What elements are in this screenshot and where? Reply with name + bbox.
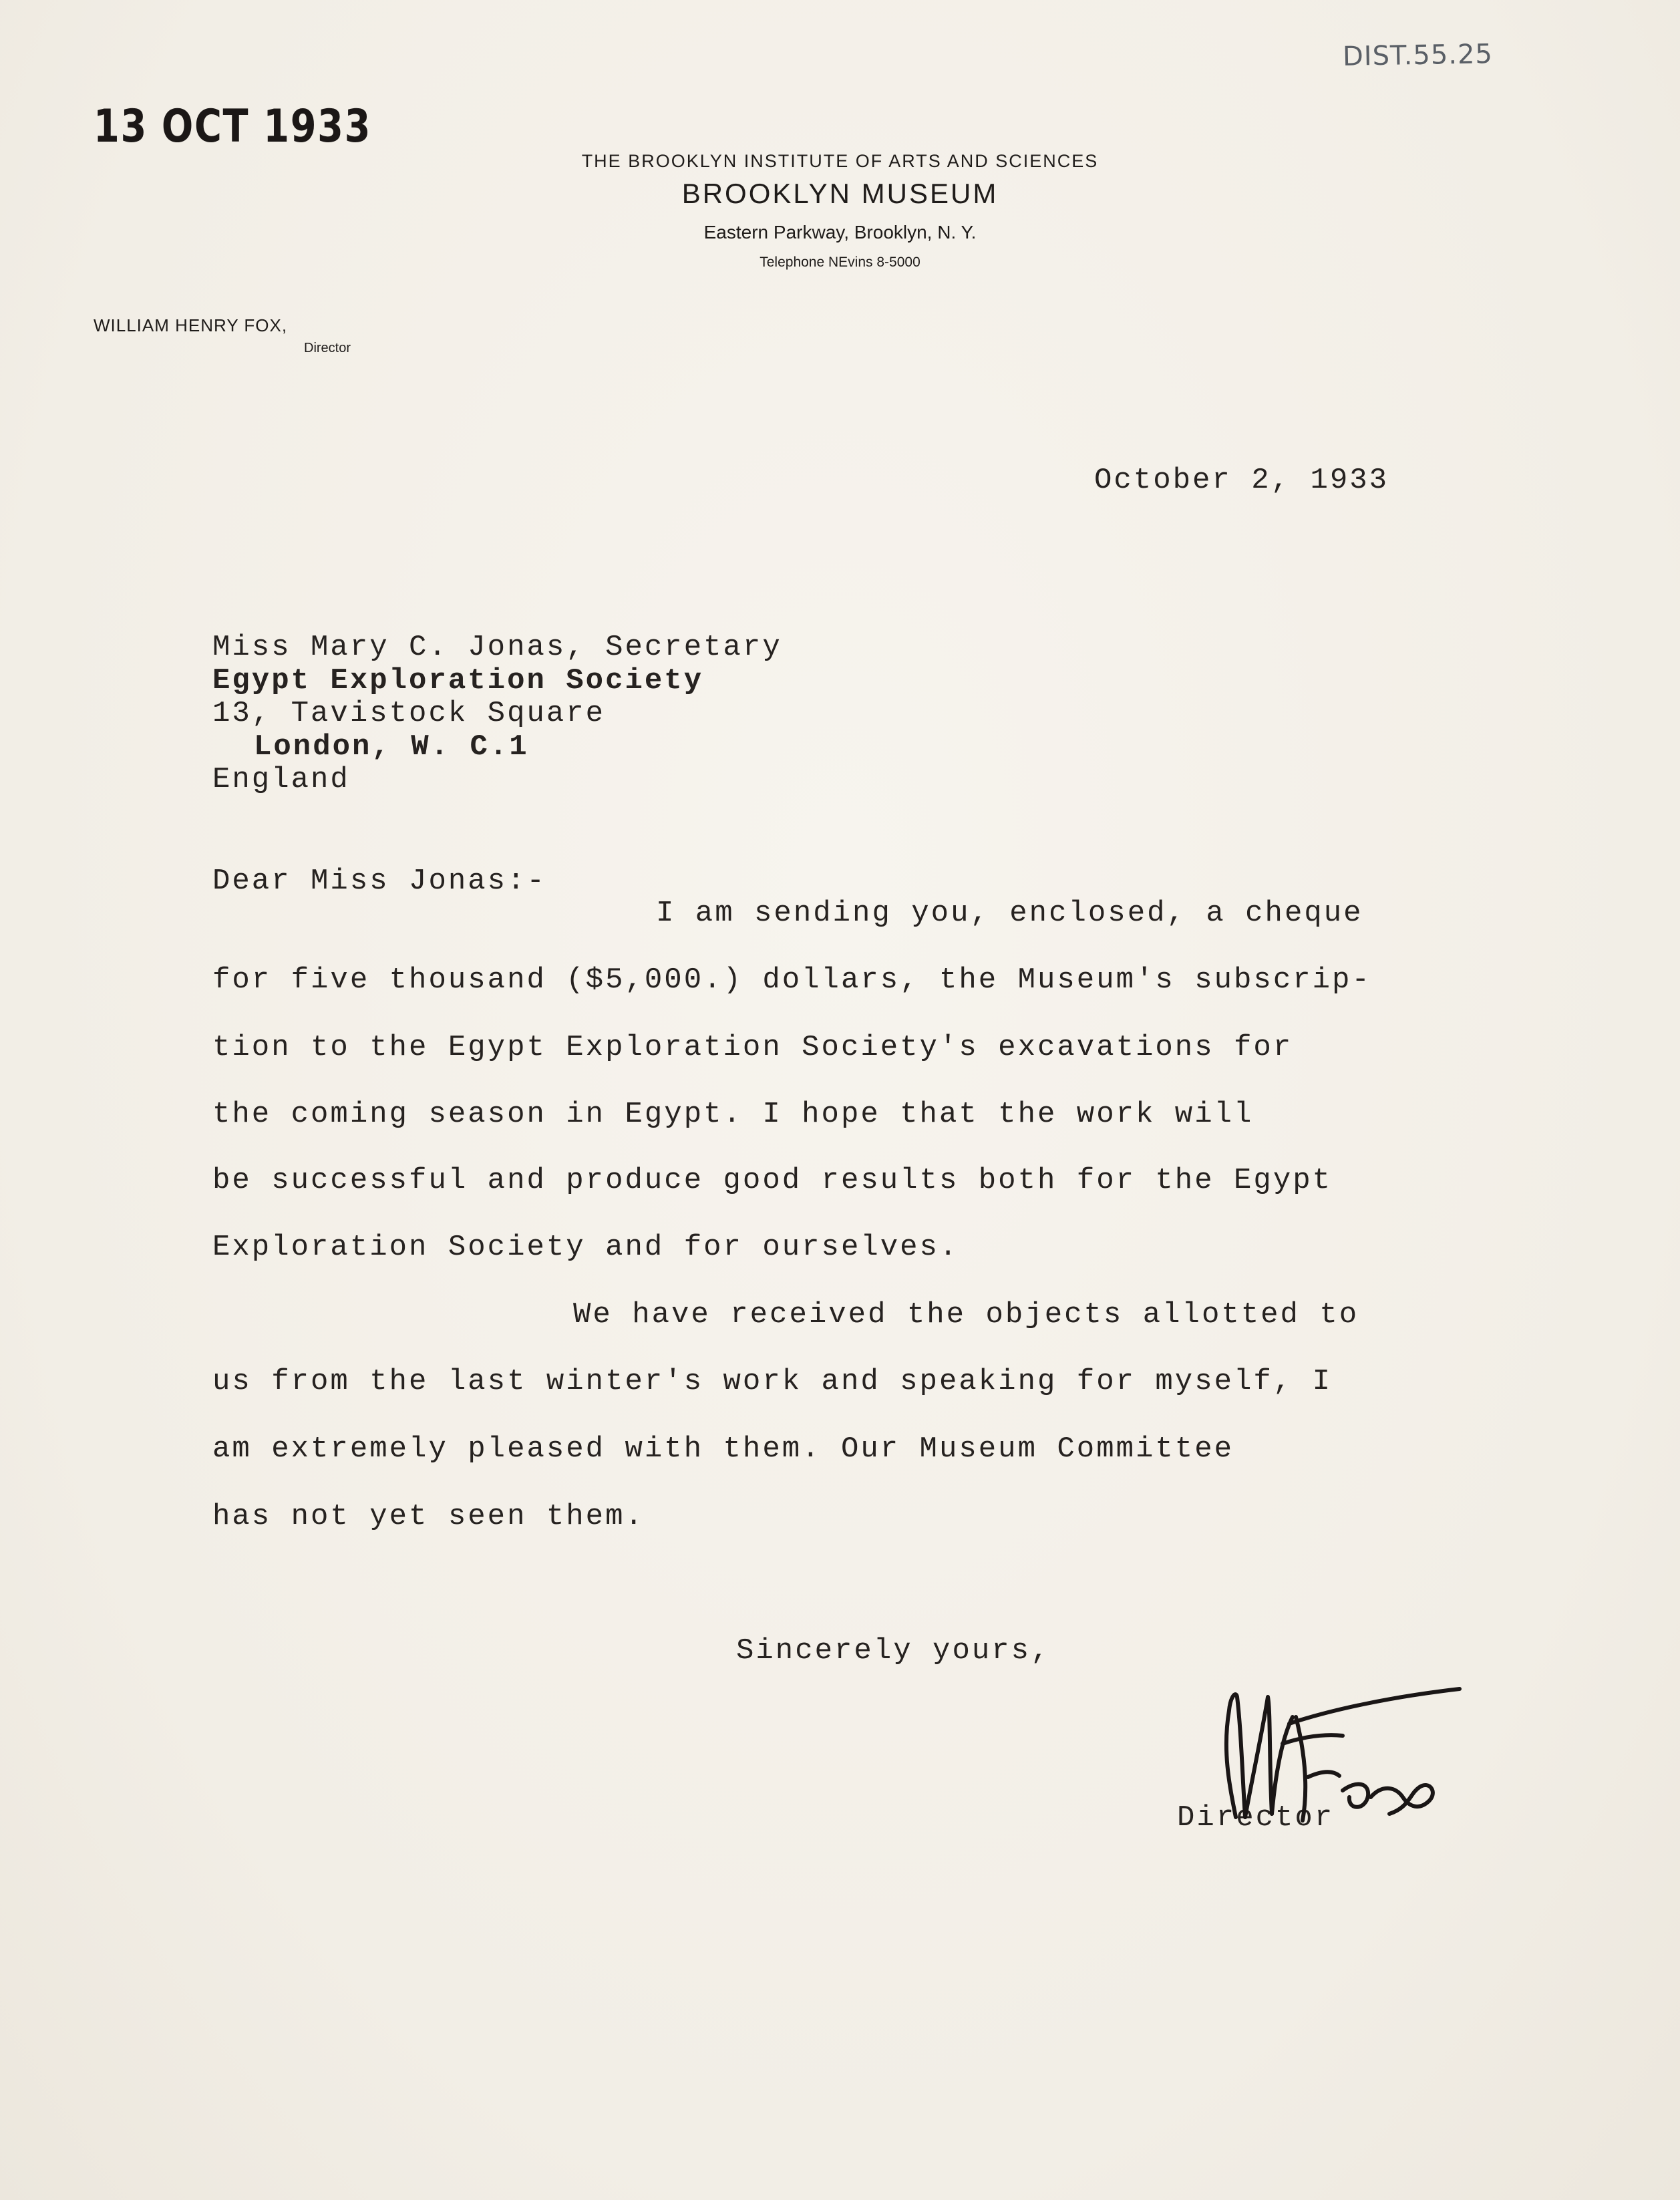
recipient-name-line: Miss Mary C. Jonas, Secretary xyxy=(212,631,782,664)
letter-date: October 2, 1933 xyxy=(1094,464,1389,497)
catalog-number-note: DIST.55.25 xyxy=(1342,39,1494,72)
letterhead-address: Eastern Parkway, Brooklyn, N. Y. xyxy=(703,222,977,243)
recipient-country-line: England xyxy=(212,763,350,796)
body-line: We have received the objects allotted to xyxy=(573,1298,1359,1331)
signatory-title: Director xyxy=(1177,1801,1335,1835)
recipient-organization-line: Egypt Exploration Society xyxy=(212,664,704,697)
body-line: be successful and produce good results both for the Egypt xyxy=(212,1164,1333,1197)
closing: Sincerely yours, xyxy=(736,1634,1051,1668)
letterhead-institute: THE BROOKLYN INSTITUTE OF ARTS AND SCIENCES xyxy=(581,151,1099,171)
body-line: for five thousand ($5,000.) dollars, the Museum's subscrip- xyxy=(212,963,1371,997)
received-date-stamp: 13 OCT 1933 xyxy=(94,100,372,153)
salutation: Dear Miss Jonas:- xyxy=(212,865,546,898)
body-line: us from the last winter's work and speaking for myself, I xyxy=(212,1365,1333,1398)
body-line: has not yet seen them. xyxy=(212,1500,645,1533)
letterhead-museum-name: BROOKLYN MUSEUM xyxy=(681,178,999,209)
letterhead-director-title: Director xyxy=(304,341,351,355)
recipient-city-line: London, W. C.1 xyxy=(254,730,529,764)
body-line: I am sending you, enclosed, a cheque xyxy=(656,897,1363,930)
body-line: tion to the Egypt Exploration Society's excavations for xyxy=(212,1031,1293,1064)
letterhead-telephone: Telephone NEvins 8-5000 xyxy=(760,255,920,270)
body-line: the coming season in Egypt. I hope that the work will xyxy=(212,1098,1254,1131)
body-line: Exploration Society and for ourselves. xyxy=(212,1231,959,1264)
body-line: am extremely pleased with them. Our Museum Committee xyxy=(212,1432,1234,1466)
recipient-street-line: 13, Tavistock Square xyxy=(212,697,606,730)
handwritten-signature xyxy=(1189,1670,1470,1844)
letterhead-director-name: WILLIAM HENRY FOX, xyxy=(94,315,288,335)
